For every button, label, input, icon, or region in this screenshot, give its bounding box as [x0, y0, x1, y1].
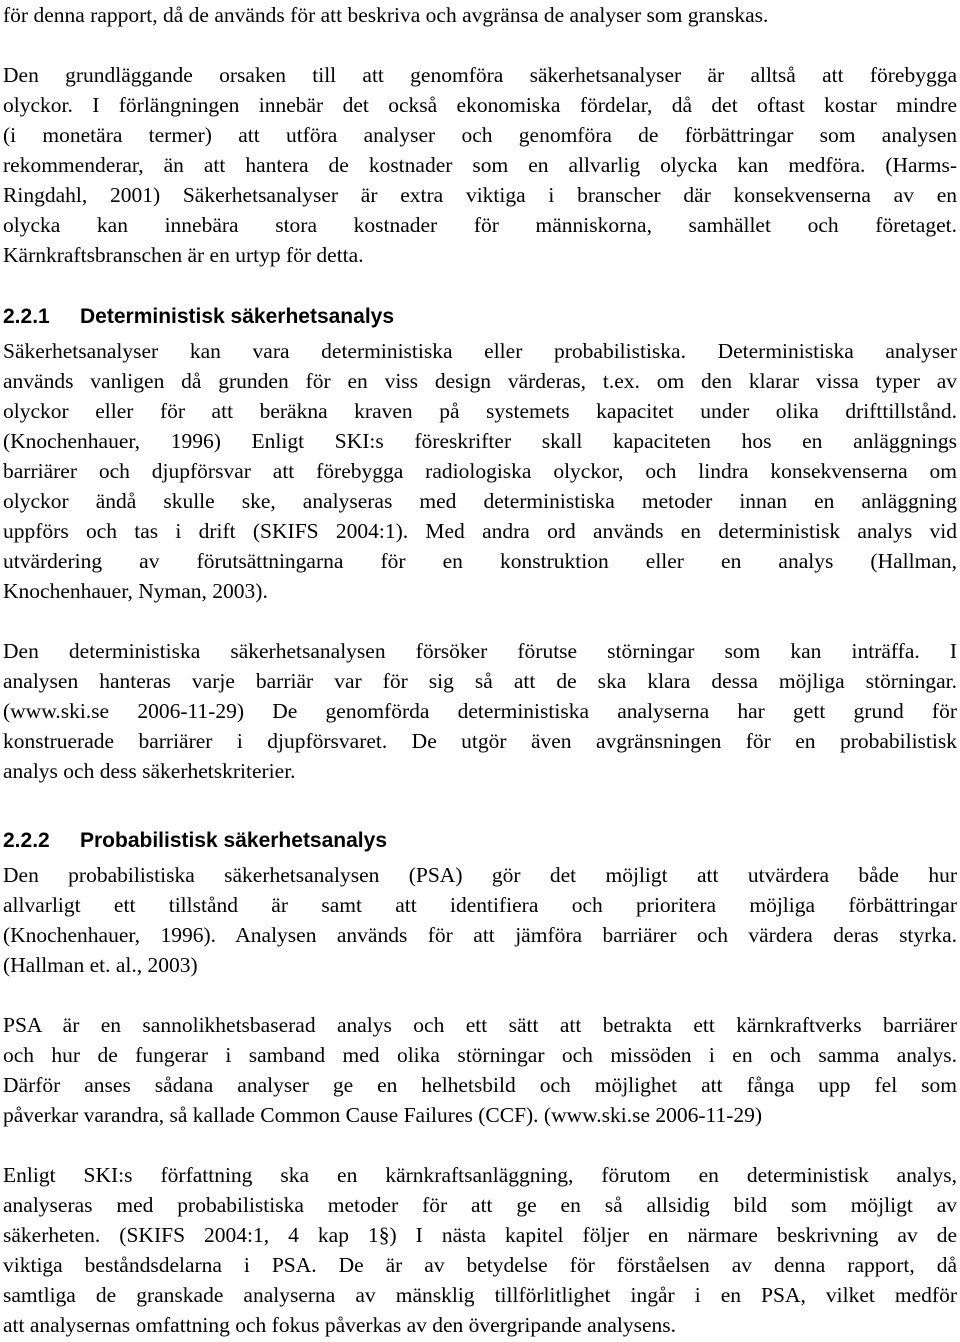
text-line: för denna rapport, då de används för att beskriva och avgränsa de analyser som granskas. — [3, 3, 769, 27]
text-line: analysen hanteras varje barriär var för sig så att de ska klara dessa möjliga störningar. — [3, 669, 957, 693]
text-line: Ringdahl, 2001) Säkerhetsanalyser är extra viktiga i branscher där konsekvenserna av en — [3, 183, 957, 207]
text-line: Säkerhetsanalyser kan vara deterministiska eller probabilistiska. Deterministiska analyser — [3, 339, 957, 363]
text-line: olycka kan innebära stora kostnader för människorna, samhället och företaget. — [3, 213, 957, 237]
paragraph — [3, 1010, 957, 1130]
text-line: Den deterministiska säkerhetsanalysen försöker förutse störningar som kan inträffa. I — [3, 639, 957, 663]
text-line: (Knochenhauer, 1996) Enligt SKI:s föreskrifter skall kapaciteten hos en anläggnings — [3, 429, 957, 453]
text-line: PSA är en sannolikhetsbaserad analys och ett sätt att betrakta ett kärnkraftverks barriärer — [3, 1013, 957, 1037]
text-line: viktiga beståndsdelarna i PSA. De är av betydelse för förståelsen av denna rapport, då — [3, 1253, 957, 1277]
text-line: Därför anses sådana analyser ge en helhetsbild och möjlighet att fånga upp fel som — [3, 1073, 957, 1097]
paragraph — [3, 636, 957, 786]
text-line: allvarligt ett tillstånd är samt att identifiera och prioritera möjliga förbättringar — [3, 893, 957, 917]
text-line: rekommenderar, än att hantera de kostnader som en allvarlig olycka kan medföra. (Harms- — [3, 153, 957, 177]
text-line: olyckor ändå skulle ske, analyseras med deterministiska metoder innan en anläggning — [3, 489, 957, 513]
text-line: (Hallman et. al., 2003) — [3, 953, 198, 977]
paragraph — [3, 860, 957, 980]
text-line: Den probabilistiska säkerhetsanalysen (PSA) gör det möjligt att utvärdera både hur — [3, 863, 957, 887]
text-line: Enligt SKI:s författning ska en kärnkraftsanläggning, förutom en deterministisk analys, — [3, 1163, 957, 1187]
text-line: samtliga de granskade analyserna av mänsklig tillförlitlighet ingår i en PSA, vilket medför — [3, 1283, 957, 1307]
text-line: påverkar varandra, så kallade Common Cause Failures (CCF). (www.ski.se 2006-11-29) — [3, 1103, 763, 1127]
paragraph — [3, 0, 957, 30]
text-line: analyseras med probabilistiska metoder för att ge en så allsidig bild som möjligt av — [3, 1193, 957, 1217]
text-line: att analysernas omfattning och fokus påverkas av den övergripande analysens. — [3, 1313, 677, 1337]
text-line: och hur de fungerar i samband med olika störningar och missöden i en och samma analys. — [3, 1043, 957, 1067]
text-line: (Knochenhauer, 1996). Analysen används för att jämföra barriärer och värdera deras styrka. — [3, 923, 957, 947]
section-heading — [3, 822, 957, 860]
section-heading — [3, 298, 957, 336]
text-line: används vanligen då grunden för en viss design värderas, t.ex. om den klarar vissa typer av — [3, 369, 957, 393]
paragraph — [3, 60, 957, 270]
text-line: Den grundläggande orsaken till att genomföra säkerhetsanalyser är alltså att förebygga — [3, 63, 957, 87]
section-title: Probabilistisk säkerhetsanalys — [80, 829, 387, 852]
paragraph — [3, 336, 957, 606]
section-number: 2.2.1 — [3, 305, 50, 328]
text-line: analys och dess säkerhetskriterier. — [3, 759, 296, 783]
text-line: Kärnkraftsbranschen är en urtyp för detta. — [3, 243, 364, 267]
section-number: 2.2.2 — [3, 829, 50, 852]
text-line: utvärdering av förutsättningarna för en konstruktion eller en analys (Hallman, — [3, 549, 957, 573]
text-line: barriärer och djupförsvar att förebygga radiologiska olyckor, och lindra konsekvenserna om — [3, 459, 957, 483]
text-line: olyckor eller för att beräkna kraven på systemets kapacitet under olika drifttillstånd. — [3, 399, 957, 423]
text-line: uppförs och tas i drift (SKIFS 2004:1). Med andra ord används en deterministisk analys vid — [3, 519, 957, 543]
text-line: säkerheten. (SKIFS 2004:1, 4 kap 1§) I nästa kapitel följer en närmare beskrivning av de — [3, 1223, 957, 1247]
document-page — [3, 0, 957, 1340]
text-line: olyckor. I förlängningen innebär det också ekonomiska fördelar, då det oftast kostar mindre — [3, 93, 957, 117]
text-line: (i monetära termer) att utföra analyser och genomföra de förbättringar som analysen — [3, 123, 957, 147]
text-line: (www.ski.se 2006-11-29) De genomförda deterministiska analyserna har gett grund för — [3, 699, 957, 723]
paragraph — [3, 1160, 957, 1340]
text-line: konstruerade barriärer i djupförsvaret. De utgör även avgränsningen för en probabilistisk — [3, 729, 957, 753]
section-title: Deterministisk säkerhetsanalys — [80, 305, 395, 328]
text-line: Knochenhauer, Nyman, 2003). — [3, 579, 268, 603]
